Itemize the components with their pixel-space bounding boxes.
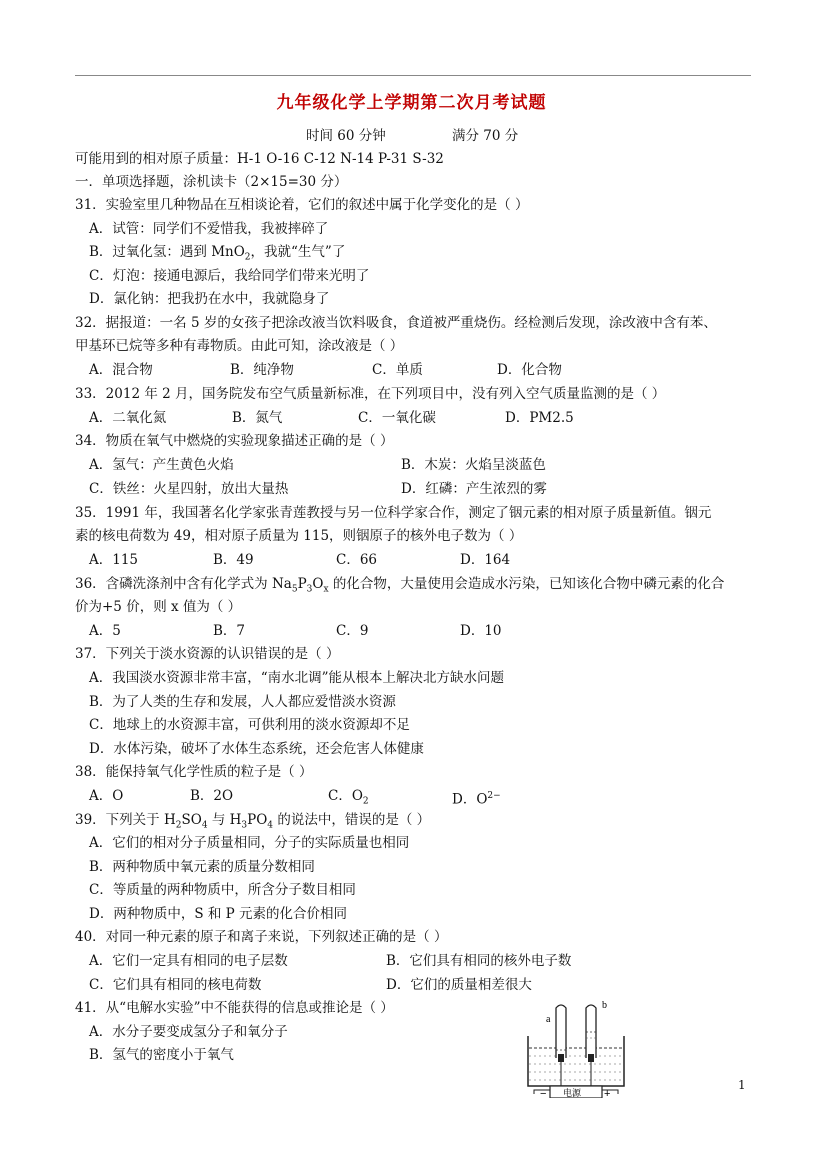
q39-option-c: C．等质量的两种物质中，所含分子数目相同	[89, 882, 356, 898]
q34-option-d: D．红磷：产生浓烈的雾	[401, 481, 547, 497]
q38-option-d: D．$O^{2-}$	[452, 791, 501, 808]
q32-option-b: B．纯净物	[230, 362, 294, 378]
q37-option-c: C．地球上的水资源丰富，可供利用的淡水资源却不足	[89, 717, 410, 733]
q41-stem: 41．从“电解水实验”中不能获得的信息或推论是（ ）	[75, 1000, 394, 1016]
exam-time: 时间 60 分钟	[306, 128, 386, 144]
q32-option-c: C．单质	[372, 362, 423, 378]
q32-option-a: A．混合物	[89, 362, 153, 378]
q33-option-d: D．PM2.5	[505, 410, 574, 426]
q38-option-c: C．$O_2$	[328, 788, 369, 807]
q36-option-a: A．5	[89, 623, 121, 639]
q39-option-b: B．两种物质中氧元素的质量分数相同	[89, 859, 315, 875]
q40-option-c: C．它们具有相同的核电荷数	[89, 977, 262, 993]
q37-option-b: B．为了人类的生存和发展，人人都应爱惜淡水资源	[89, 694, 396, 710]
header-rule	[75, 75, 751, 76]
q31-option-a: A．试管：同学们不爱惜我，我被摔碎了	[89, 221, 329, 237]
q34-option-a: A．氢气：产生黄色火焰	[89, 457, 234, 473]
q32-option-d: D．化合物	[497, 362, 562, 378]
q31-option-d: D．氯化钠：把我扔在水中，我就隐身了	[89, 291, 330, 307]
q35-stem-line1: 35．1991 年，我国著名化学家张青莲教授与另一位科学家合作，测定了铟元素的相对原子质量新值。铟元	[75, 505, 712, 521]
q36-option-d: D．10	[460, 623, 502, 639]
q35-stem-line2: 素的核电荷数为 49，相对原子质量为 115，则铟原子的核外电子数为（ ）	[75, 528, 523, 544]
q41-option-a: A．水分子要变成氢分子和氧分子	[89, 1024, 288, 1040]
q39-option-d: D．两种物质中，S 和 P 元素的化合价相同	[89, 906, 348, 922]
q35-option-b: B．49	[213, 552, 254, 568]
q33-option-a: A．二氧化氮	[89, 410, 167, 426]
figure-label-a: a	[546, 1014, 551, 1025]
q41-option-b: B．氢气的密度小于氧气	[89, 1047, 234, 1063]
section-heading: 一．单项选择题，涂机读卡（2×15=30 分）	[75, 174, 348, 190]
q37-stem: 37．下列关于淡水资源的认识错误的是（ ）	[75, 646, 340, 662]
figure-label-b: b	[602, 1000, 607, 1011]
q31-option-c: C．灯泡：接通电源后，我给同学们带来光明了	[89, 268, 370, 284]
q36-stem-line2: 价为+5 价，则 x 值为（ ）	[75, 599, 242, 615]
q37-option-a: A．我国淡水资源非常丰富，“南水北调”能从根本上解决北方缺水问题	[89, 670, 505, 686]
q38-stem: 38．能保持氧气化学性质的粒子是（ ）	[75, 764, 313, 780]
q35-option-c: C．66	[336, 552, 378, 568]
q34-option-c: C．铁丝：火星四射，放出大量热	[89, 481, 289, 497]
q38-option-a: A．O	[89, 788, 124, 804]
q31-stem: 31．实验室里几种物品在互相谈论着，它们的叙述中属于化学变化的是（ ）	[75, 197, 529, 213]
figure-plus-sign: +	[604, 1088, 611, 1098]
q34-option-b: B．木炭：火焰呈淡蓝色	[401, 457, 546, 473]
page-title: 九年级化学上学期第二次月考试题	[276, 93, 547, 113]
exam-score: 满分 70 分	[452, 128, 519, 144]
q34-stem: 34．物质在氧气中燃烧的实验现象描述正确的是（ ）	[75, 433, 394, 449]
q40-option-a: A．它们一定具有相同的电子层数	[89, 953, 288, 969]
q40-option-b: B．它们具有相同的核外电子数	[386, 953, 572, 969]
q32-stem-line2: 甲基环已烷等多种有毒物质。由此可知，涂改液是（ ）	[75, 338, 404, 354]
q35-option-a: A．115	[89, 552, 139, 568]
q32-stem-line1: 32．据报道：一名 5 岁的女孩子把涂改液当饮料吸食，食道被严重烧伤。经检测后发现，涂改液中含有苯、	[75, 315, 717, 331]
q36-stem-line1: 36．含磷洗涤剂中含有化学式为 $Na_5P_3O_x$ 的化合物，大量使用会造成水污染，已知该化合物中磷元素的化合	[75, 576, 725, 595]
page-number: 1	[738, 1078, 746, 1092]
electrolysis-apparatus-figure	[520, 998, 632, 1098]
figure-power-label: 电源	[563, 1089, 582, 1098]
q38-option-b: B．2O	[190, 788, 234, 804]
q36-option-c: C．9	[336, 623, 369, 639]
atomic-masses: 可能用到的相对原子质量：H-1 O-16 C-12 N-14 P-31 S-32	[75, 151, 444, 167]
q31-option-b: B．过氧化氢：遇到 MnO$_2$，我就“生气”了	[89, 244, 346, 263]
q33-stem: 33．2012 年 2 月，国务院发布空气质量新标准，在下列项目中，没有列入空气质量监测的是（ ）	[75, 386, 666, 402]
q36-option-b: B．7	[213, 623, 246, 639]
q37-option-d: D．水体污染，破坏了水体生态系统，还会危害人体健康	[89, 741, 424, 757]
q33-option-c: C．一氧化碳	[358, 410, 436, 426]
q40-option-d: D．它们的质量相差很大	[386, 977, 532, 993]
q39-option-a: A．它们的相对分子质量相同，分子的实际质量也相同	[89, 835, 410, 851]
q35-option-d: D．164	[460, 552, 511, 568]
q33-option-b: B．氮气	[232, 410, 283, 426]
q39-stem: 39．下列关于 $H_2SO_4$ 与 $H_3PO_4$ 的说法中，错误的是（ ）	[75, 812, 431, 831]
figure-minus-sign: −	[540, 1088, 547, 1098]
q40-stem: 40．对同一种元素的原子和离子来说，下列叙述正确的是（ ）	[75, 929, 448, 945]
